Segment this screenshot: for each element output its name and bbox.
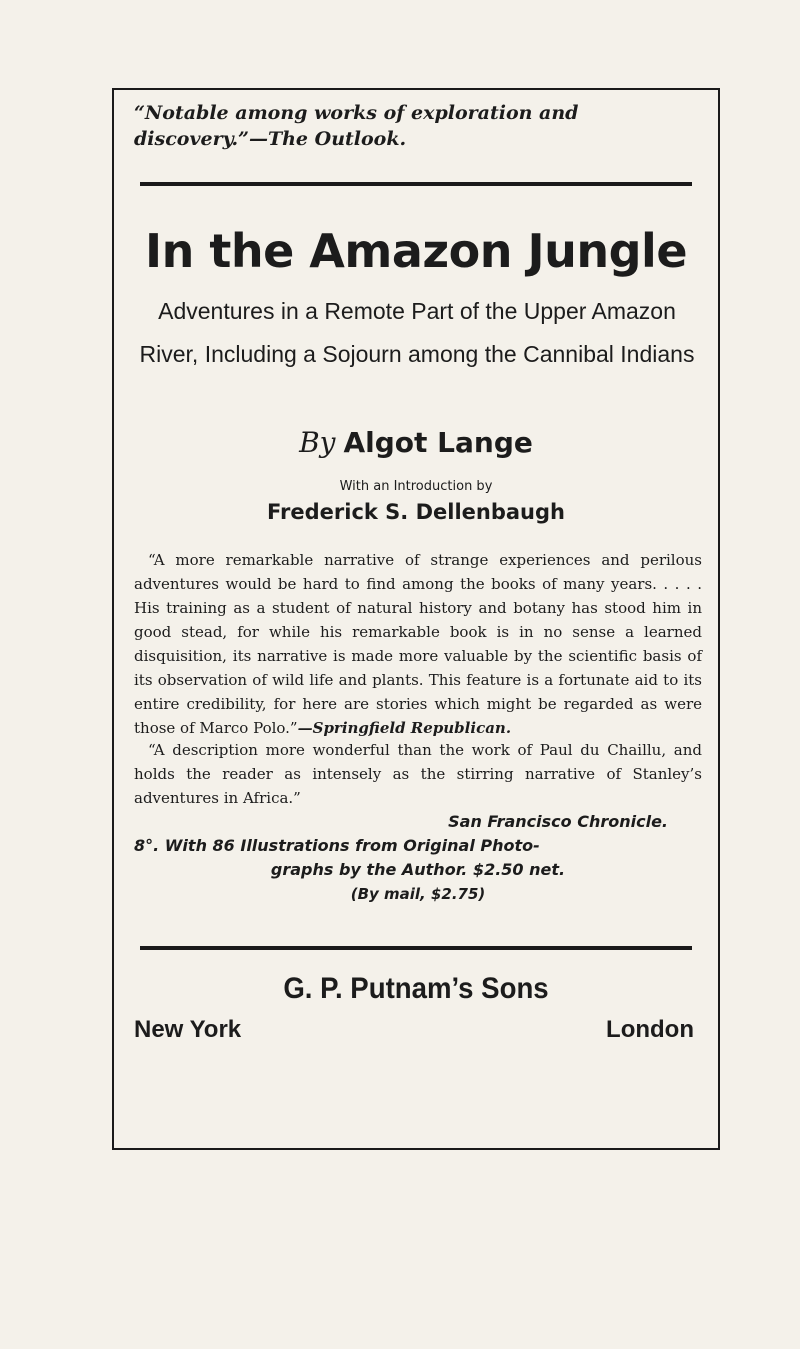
publisher-city-london: London (606, 1016, 694, 1043)
publisher-name: G. P. Putnam’s Sons (283, 972, 549, 1005)
review-source: San Francisco Chronicle. (448, 812, 668, 831)
introduction-label: With an Introduction by (339, 479, 493, 494)
book-subtitle: Adventures in a Remote Part of the Upper Amazon River, Including a Sojourn among the Cannibal Indians (139, 298, 695, 367)
advertisement-frame (112, 88, 720, 1150)
price-line: graphs by the Author. $2.50 net. (270, 860, 566, 879)
publisher-city-new-york: New York (134, 1016, 242, 1043)
review-springfield (134, 548, 702, 740)
book-details (134, 834, 702, 906)
review-source: —Springfield Republican. (297, 719, 512, 737)
top-rule (140, 182, 692, 186)
author-line (114, 426, 718, 459)
blurb-quote: “Notable among works of exploration and discovery.” (134, 102, 579, 150)
mail-price-line: (By mail, $2.75) (350, 885, 486, 903)
by-label: By (299, 426, 336, 459)
format-line: 8°. With 86 Illustrations from Original Photo- (134, 836, 540, 855)
book-title: In the Amazon Jungle (144, 224, 688, 278)
introducer-name: Frederick S. Dellenbaugh (267, 500, 565, 524)
review-san-francisco (134, 738, 702, 834)
review-text: “A description more wonderful than the work of Paul du Chaillu, and holds the reader as intensely as the stirring narrative of Stanley’s adventures in Africa.” (134, 741, 702, 807)
blurb-source: —The Outlook. (248, 128, 407, 150)
review-text: “A more remarkable narrative of strange experiences and perilous adventures would be hard to find among the books of many years. . . . . His training as a student of natural history and botany has stood him in good stead, for while his remarkable book is in no sense a learned disquisition, its narrative is made more valuable by the scientific basis of its observation of wild life and plants. This feature is a fortunate aid to its entire credibility, for here are stories which might be regarded as were those of Marco Polo.” (134, 551, 702, 737)
author-name: Algot Lange (343, 426, 533, 459)
blurb (134, 100, 704, 152)
bottom-rule (140, 946, 692, 950)
